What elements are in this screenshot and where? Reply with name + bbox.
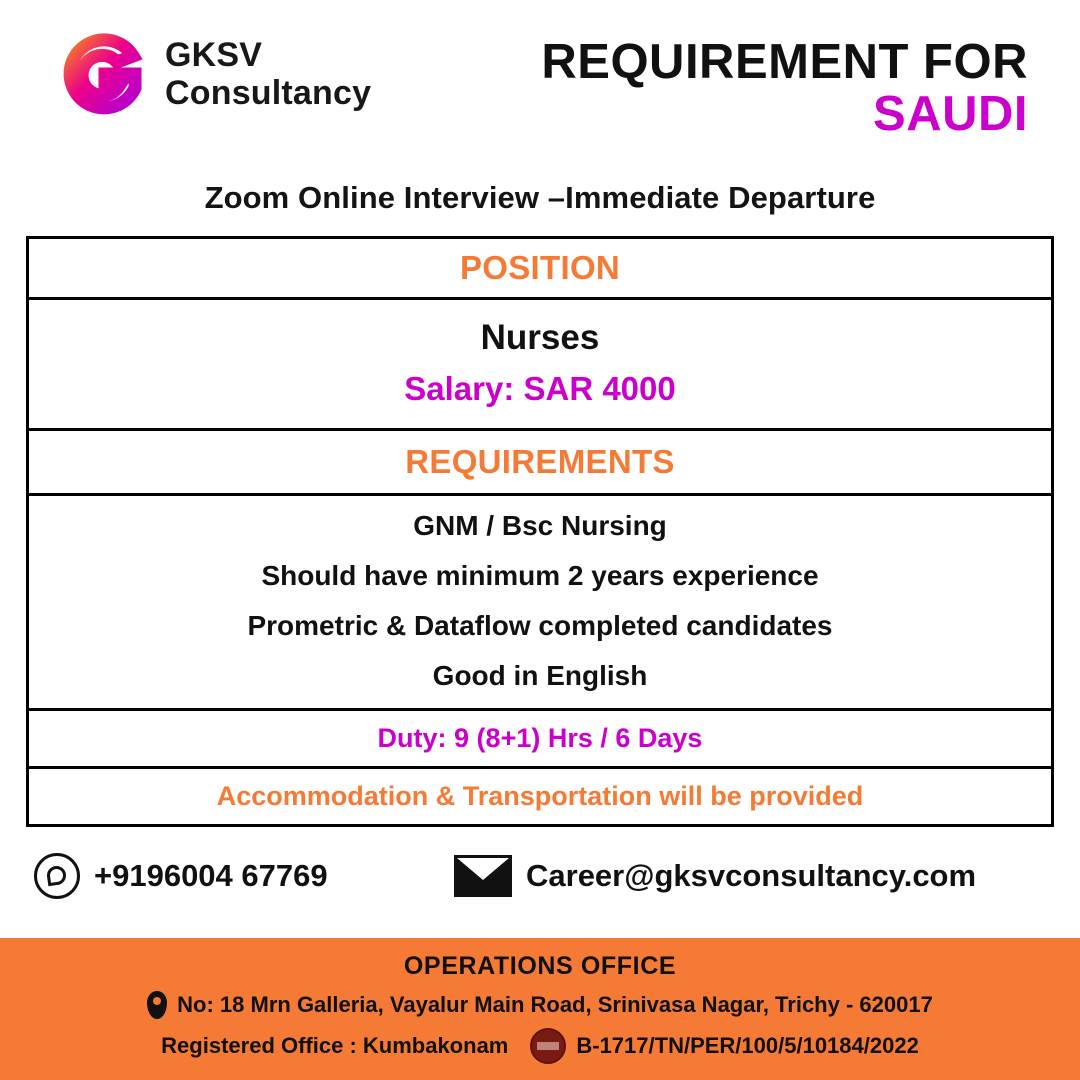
job-salary: Salary: SAR 4000 (404, 370, 676, 407)
accommodation-row: Accommodation & Transportation will be provided (216, 781, 864, 811)
requirements-body-row (29, 496, 1051, 711)
interview-subtitle: Zoom Online Interview –Immediate Departure (204, 180, 876, 215)
email-contact[interactable] (454, 855, 976, 897)
requirement-item: GNM / Bsc Nursing (413, 510, 667, 541)
registered-office: Registered Office : Kumbakonam (161, 1033, 509, 1058)
contact-bar (0, 841, 1080, 911)
headline-country: SAUDI (873, 86, 1028, 141)
footer-bar (0, 938, 1080, 1080)
position-header-row: POSITION (29, 239, 1051, 300)
footer-bottom-row (20, 1028, 1060, 1064)
brand-block (55, 26, 485, 122)
email-address: Career@gksvconsultancy.com (526, 858, 977, 893)
footer-address: No: 18 Mrn Galleria, Vayalur Main Road, Srinivasa Nagar, Trichy - 620017 (177, 992, 933, 1017)
poster-header (0, 0, 1080, 150)
envelope-icon (454, 855, 512, 897)
whatsapp-icon (34, 853, 80, 899)
brand-name (165, 36, 371, 112)
phone-number: +9196004 67769 (94, 858, 328, 893)
requirement-item: Should have minimum 2 years experience (261, 560, 819, 591)
license-block (530, 1028, 918, 1064)
footer-address-row (20, 991, 1060, 1019)
duty-row: Duty: 9 (8+1) Hrs / 6 Days (29, 711, 1051, 769)
requirements-header-row: REQUIREMENTS (29, 431, 1051, 496)
brand-name-line2: Consultancy (165, 74, 372, 112)
requirement-item: Good in English (432, 660, 648, 691)
brand-name-line1: GKSV (165, 35, 263, 74)
position-body-row (29, 300, 1051, 431)
requirement-item: Prometric & Dataflow completed candidates (247, 610, 833, 641)
footer-title: OPERATIONS OFFICE (403, 952, 677, 980)
phone-contact[interactable] (34, 853, 454, 899)
license-number: B-1717/TN/PER/100/5/10184/2022 (576, 1033, 919, 1058)
headline-block (485, 26, 1050, 142)
map-pin-icon (147, 991, 167, 1019)
gksv-g-logo-icon (55, 26, 151, 122)
license-seal-icon (530, 1028, 566, 1064)
job-title: Nurses (480, 318, 600, 357)
headline-primary: REQUIREMENT FOR (541, 35, 1028, 89)
details-table (26, 236, 1054, 827)
